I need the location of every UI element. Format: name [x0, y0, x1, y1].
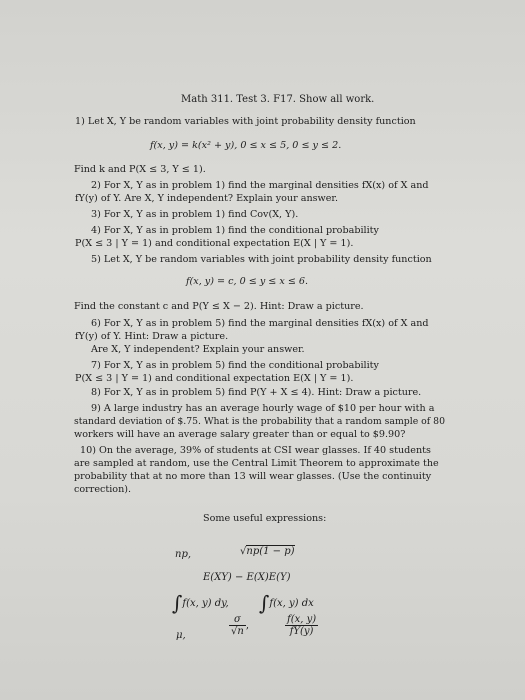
problem-1-density: f(x, y) = k(x² + y), 0 ≤ x ≤ 5, 0 ≤ y ≤ 2. [150, 140, 342, 151]
expr-integral-dx [259, 591, 314, 615]
problem-2-text-cont: fY(y) of Y. Are X, Y independent? Explain your answer. [75, 193, 339, 204]
fraction-numerator: σ [229, 614, 246, 626]
expr-integral-dy [172, 591, 229, 615]
useful-expressions-heading: Some useful expressions: [203, 513, 327, 524]
problem-4-text: 4) For X, Y as in problem 1) find the conditional probability [91, 225, 379, 236]
expr-np: np, [175, 549, 192, 560]
fraction-denominator: fY(y) [289, 626, 314, 637]
problem-6-text-cont: fY(y) of Y. Hint: Draw a picture. [75, 331, 229, 342]
problem-10-text: 10) On the average, 39% of students at CSI wear glasses. If 40 students [80, 445, 431, 456]
problem-10-text-cont1: are sampled at random, use the Central Limit Theorem to approximate the [74, 458, 439, 469]
problem-10-text-cont3: correction). [74, 484, 132, 495]
problem-8-text: 8) For X, Y as in problem 5) find P(Y + X ≤ 4). Hint: Draw a picture. [91, 387, 422, 398]
problem-1-task: Find k and P(X ≤ 3, Y ≤ 1). [74, 164, 206, 175]
integral-dx-body: f(x, y) dx [269, 598, 314, 609]
problem-9-text-cont2: workers will have an average salary greater than or equal to $9.90? [74, 429, 406, 440]
sqrt-symbol: √ [240, 546, 247, 557]
problem-6-text: 6) For X, Y as in problem 5) find the marginal densities fX(x) of X and [91, 318, 429, 329]
problem-5-task: Find the constant c and P(Y ≤ X − 2). Hint: Draw a picture. [74, 301, 364, 312]
integral-dy-body: f(x, y) dy, [182, 598, 229, 609]
integral-sign: ∫ [259, 591, 270, 615]
problem-9-text-cont1: standard deviation of $.75. What is the probability that a random sample of 80 [74, 416, 445, 427]
problem-7-text: 7) For X, Y as in problem 5) find the conditional probability [91, 360, 379, 371]
exam-header: Math 311. Test 3. F17. Show all work. [181, 94, 375, 105]
integral-sign: ∫ [172, 591, 183, 615]
problem-9-text: 9) A large industry has an average hourly wage of $10 per hour with a [91, 403, 435, 414]
fraction-denominator: √n [231, 626, 244, 637]
problem-5-text: 5) Let X, Y be random variables with joint probability density function [91, 254, 432, 265]
expr-sqrt-np1p [240, 546, 295, 557]
fraction-sigma-sqrt-n [229, 614, 246, 637]
problem-7-text-cont: P(X ≤ 3 | Y = 1) and conditional expectation E(X | Y = 1). [75, 373, 354, 384]
sqrt-inner: np(1 − p) [246, 546, 295, 557]
problem-5-density: f(x, y) = c, 0 ≤ y ≤ x ≤ 6. [186, 276, 309, 287]
problem-3-text: 3) For X, Y as in problem 1) find Cov(X, Y). [91, 209, 299, 220]
problem-6-question: Are X, Y independent? Explain your answer. [91, 344, 305, 355]
comma: , [245, 620, 250, 631]
problem-10-text-cont2: probability that at no more than 13 will wear glasses. (Use the continuity [74, 471, 432, 482]
problem-4-text-cont: P(X ≤ 3 | Y = 1) and conditional expectation E(X | Y = 1). [75, 238, 354, 249]
problem-2-text: 2) For X, Y as in problem 1) find the marginal densities fX(x) of X and [91, 180, 429, 191]
expr-covariance: E(XY) − E(X)E(Y) [203, 572, 291, 583]
problem-1-text: 1) Let X, Y be random variables with joint probability density function [75, 116, 416, 127]
expr-mu: μ, [176, 630, 186, 641]
fraction-numerator: f(x, y) [287, 614, 317, 625]
expr-sigma-over-sqrt-n [229, 614, 249, 637]
expr-conditional-density [285, 614, 318, 637]
fraction-conditional-density [285, 614, 318, 637]
